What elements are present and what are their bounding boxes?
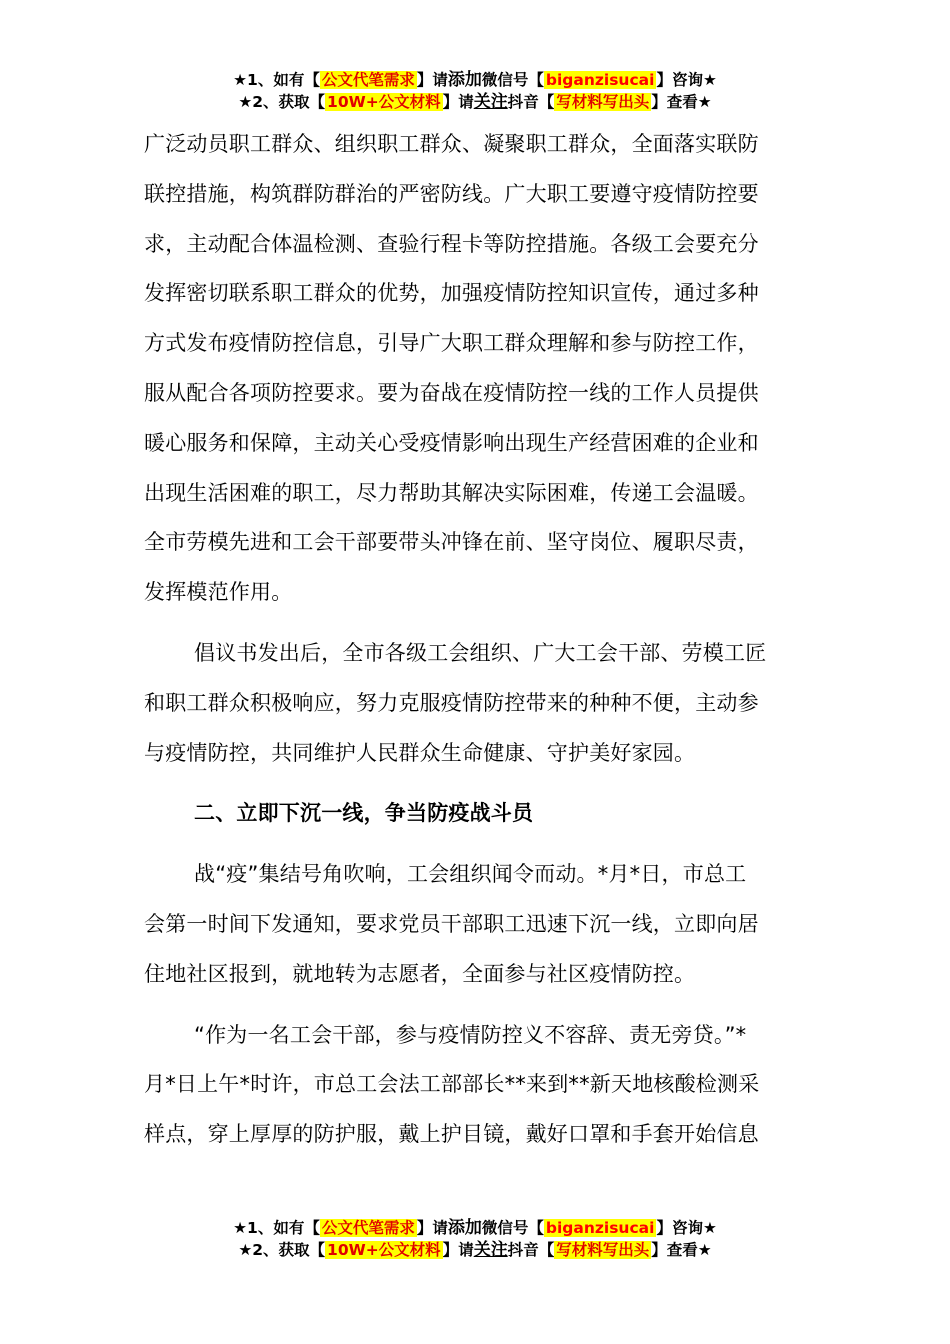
banner-line-2 [0,1239,950,1261]
banner-text: 】查看★ [651,1241,712,1259]
document-body [144,120,804,1160]
banner-text: 】请 [442,93,474,111]
banner-emphasis: 关注 [473,92,508,112]
banner-line-1 [0,1217,950,1239]
banner-text: ★2、获取【 [238,1241,326,1259]
highlight-wechat-id: biganzisucai [545,71,655,89]
footer-banner [0,1217,950,1261]
highlight-materials: 10W+公文材料 [327,93,441,111]
paragraph-2: 倡议书发出后，全市各级工会组织、广大工会干部、劳模工匠 和职工群众积极响应，努力克服疫情防控带来的种种不便，主动参 与疫情防控，共同维护人民群众生命健康、守护美好家园。 [144,640,767,765]
highlight-wechat-id: biganzisucai [545,1219,655,1237]
banner-emphasis: 添加 [447,1218,482,1238]
highlight-service: 公文代笔需求 [321,1219,415,1237]
paragraph-1: 广泛动员职工群众、组织职工群众、凝聚职工群众，全面落实联防 联控措施，构筑群防群治的严密防线。广大职工要遵守疫情防控要 求，主动配合体温检测、查验行程卡等防控措施。各级工会要充分 发挥密切联系职工群众的优势，加强疫情防控知识宣传，通过多种 方式发布疫情防控信息，引导广大职工群众理解和参与防控工作， 服从配合各项防控要求。要为奋战在疫情防控一线的工作人员提供 暖心服务和保障，主动关心受疫情影响出现生产经营困难的企业和 出现生活困难的职工，尽力帮助其解决实际困难，传递工会温暖。 全市劳模先进和工会干部要带头冲锋在前、坚守岗位、履职尽责， 发挥模范作用。 [144,132,759,605]
banner-emphasis: 添加 [447,70,482,90]
banner-text: 抖音【 [507,93,555,111]
banner-line-2 [0,91,950,113]
highlight-service: 公文代笔需求 [321,71,415,89]
banner-text: 微信号【 [481,1219,544,1237]
banner-text: 】请 [442,1241,474,1259]
banner-text: 】咨询★ [656,1219,717,1237]
highlight-douyin-account: 写材料写出头 [556,1241,650,1259]
banner-text: 】咨询★ [656,71,717,89]
banner-line-1 [0,69,950,91]
banner-text: 】请 [416,71,448,89]
banner-text: 】请 [416,1219,448,1237]
paragraph-4: “作为一名工会干部，参与疫情防控义不容辞、责无旁贷。”* 月*日上午*时许，市总工会法工部部长**来到**新天地核酸检测采 样点，穿上厚厚的防护服，戴上护目镜，戴好口罩和手套开始信息 [144,1022,760,1147]
highlight-douyin-account: 写材料写出头 [556,93,650,111]
banner-text: 抖音【 [507,1241,555,1259]
banner-text: ★2、获取【 [238,93,326,111]
paragraph-3: 战“疫”集结号角吹响，工会组织闻令而动。*月*日，市总工 会第一时间下发通知，要求党员干部职工迅速下沉一线，立即向居 住地社区报到，就地转为志愿者，全面参与社区疫情防控。 [144,862,759,986]
header-banner [0,69,950,113]
banner-text: ★1、如有【 [233,71,320,89]
banner-text: 微信号【 [481,71,544,89]
highlight-materials: 10W+公文材料 [327,1241,441,1259]
banner-text: ★1、如有【 [233,1219,320,1237]
section-heading: 二、立即下沉一线，争当防疫战斗员 [194,801,534,826]
banner-text: 】查看★ [651,93,712,111]
banner-emphasis: 关注 [473,1240,508,1260]
